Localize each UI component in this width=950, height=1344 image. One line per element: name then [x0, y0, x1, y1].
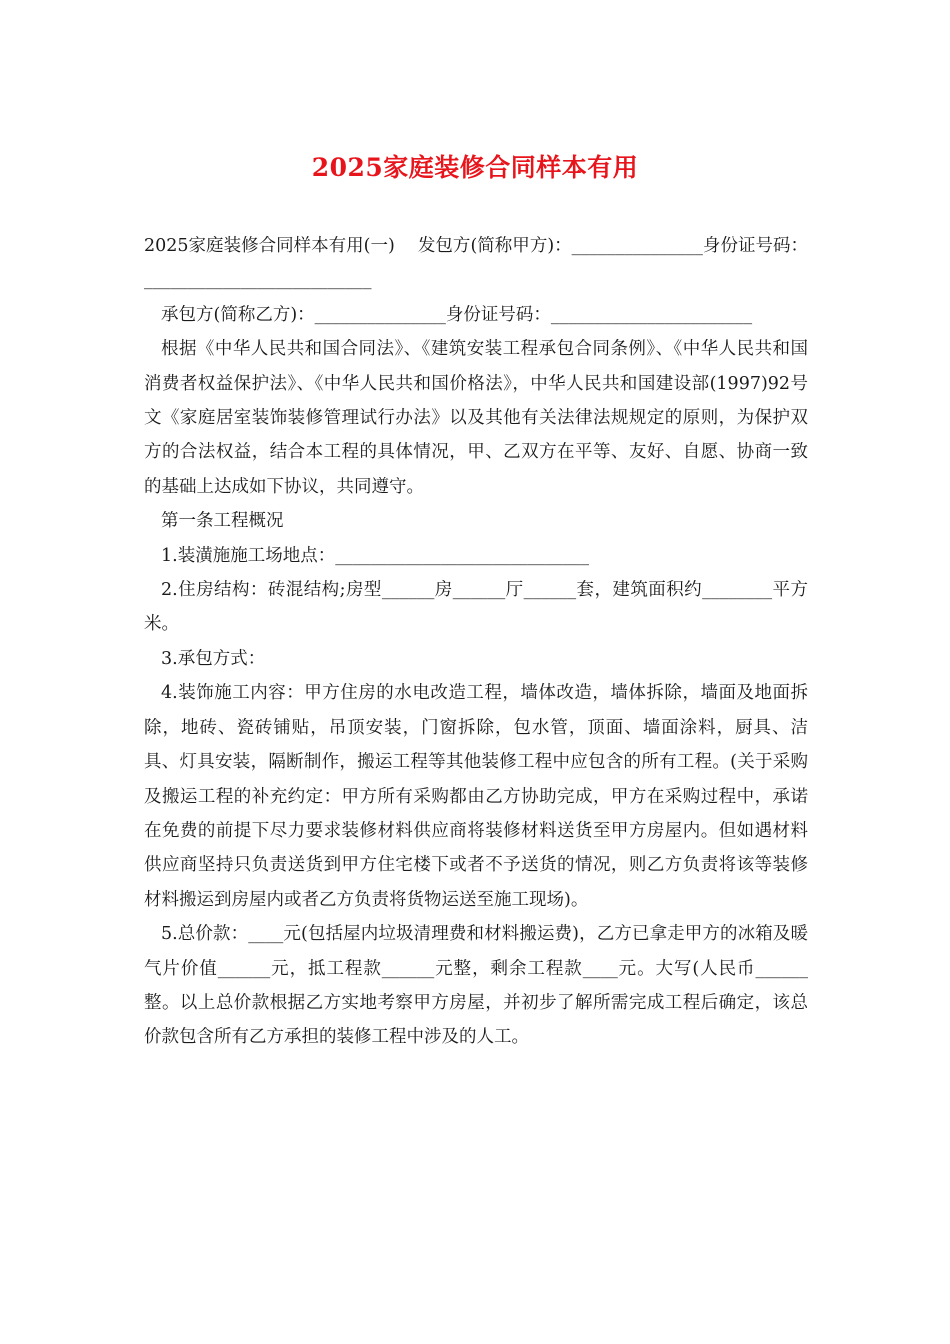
clause-total-price: 5.总价款：____元(包括屋内垃圾清理费和材料搬运费)，乙方已拿走甲方的冰箱及暖气片价值______元，抵工程款______元整，剩余工程款____元。大写(人民币______整。以上总价款根据乙方实地考察甲方房屋，并初步了解所需完成工程后确定，该总价款包含所有乙方承担的装修工程中涉及的人工。 — [144, 924, 808, 1048]
clause-construction-content: 4.装饰施工内容：甲方住房的水电改造工程，墙体改造，墙体拆除，墙面及地面拆除，地砖、瓷砖铺贴，吊顶安装，门窗拆除，包水管，顶面、墙面涂料，厨具、洁具、灯具安装，隔断制作，搬运工程等其他装修工程中应包含的所有工程。(关于采购及搬运工程的补充约定：甲方所有采购都由乙方协助完成，甲方在采购过程中，承诺在免费的前提下尽力要求装修材料供应商将装修材料送货至甲方房屋内。但如遇材料供应商坚持只负责送货到甲方住宅楼下或者不予送货的情况，则乙方负责将该等装修材料搬运到房屋内或者乙方负责将货物运送至施工现场)。 — [144, 683, 808, 910]
document-body — [144, 229, 808, 1055]
clause-housing-structure: 2.住房结构：砖混结构;房型______房______厅______套，建筑面积约________平方米。 — [144, 580, 808, 635]
paragraph-parties-a: 2025家庭装修合同样本有用(一) 发包方(简称甲方)：_______________身份证号码：__________________________ — [144, 236, 808, 291]
document-title: 2025家庭装修合同样本有用 — [311, 153, 639, 182]
clause-site-address: 1.装潢施施工场地点：_____________________________ — [161, 545, 589, 566]
section-heading-article-1: 第一条工程概况 — [161, 511, 284, 532]
paragraph-parties-b: 承包方(简称乙方)：_______________身份证号码：_______________________ — [161, 304, 753, 325]
clause-contract-method: 3.承包方式： — [161, 648, 266, 669]
paragraph-legal-basis: 根据《中华人民共和国合同法》、《建筑安装工程承包合同条例》、《中华人民共和国消费者权益保护法》、《中华人民共和国价格法》，中华人民共和国建设部(1997)92号文《家庭居室装饰装修管理试行办法》以及其他有关法律法规规定的原则，为保护双方的合法权益，结合本工程的具体情况，甲、乙双方在平等、友好、自愿、协商一致的基础上达成如下协议，共同遵守。 — [144, 339, 808, 497]
